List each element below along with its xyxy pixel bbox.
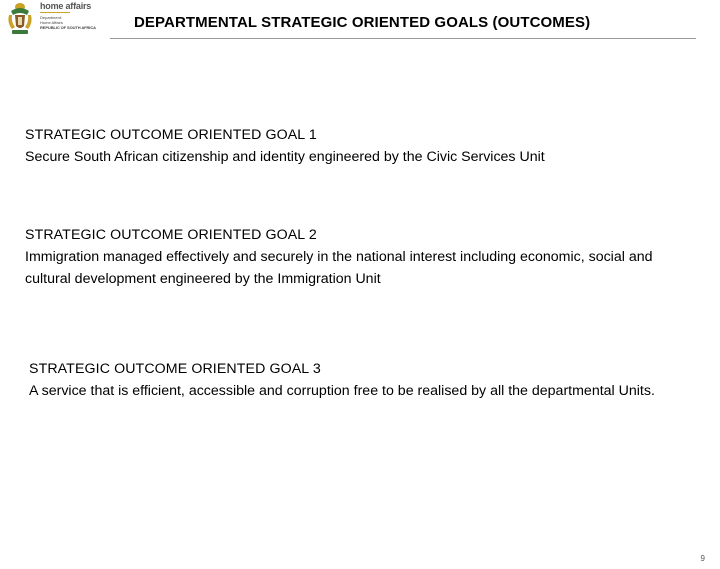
page-number: 9 xyxy=(700,554,705,563)
goal-description: A service that is efficient, accessible and corruption free to be realised by all the departmental Units. xyxy=(29,383,655,399)
goal-description: Secure South African citizenship and identity engineered by the Civic Services Unit xyxy=(25,149,545,165)
goal-block-2 xyxy=(25,224,695,290)
header-divider xyxy=(110,38,696,39)
goal-description: Immigration managed effectively and securely in the national interest including economic, social and cultural development engineered by the Immigration Unit xyxy=(25,249,653,287)
goal-heading: STRATEGIC OUTCOME ORIENTED GOAL 1 xyxy=(25,127,317,143)
goal-block-1 xyxy=(25,124,695,168)
logo-department-line1: Department: xyxy=(40,15,63,20)
logo-brand-text: home affairs xyxy=(40,1,92,11)
logo-department-line2: Home Affairs xyxy=(40,20,63,25)
slide-header xyxy=(0,0,720,42)
logo-country-text: REPUBLIC OF SOUTH AFRICA xyxy=(40,25,96,30)
coat-of-arms-icon xyxy=(6,1,34,37)
slide-title: DEPARTMENTAL STRATEGIC ORIENTED GOALS (OUTCOMES) xyxy=(134,14,591,31)
home-affairs-logo xyxy=(6,1,110,37)
logo-underline xyxy=(40,12,70,13)
goal-heading: STRATEGIC OUTCOME ORIENTED GOAL 2 xyxy=(25,227,317,243)
goal-block-3 xyxy=(29,358,699,402)
goal-heading: STRATEGIC OUTCOME ORIENTED GOAL 3 xyxy=(29,361,321,377)
